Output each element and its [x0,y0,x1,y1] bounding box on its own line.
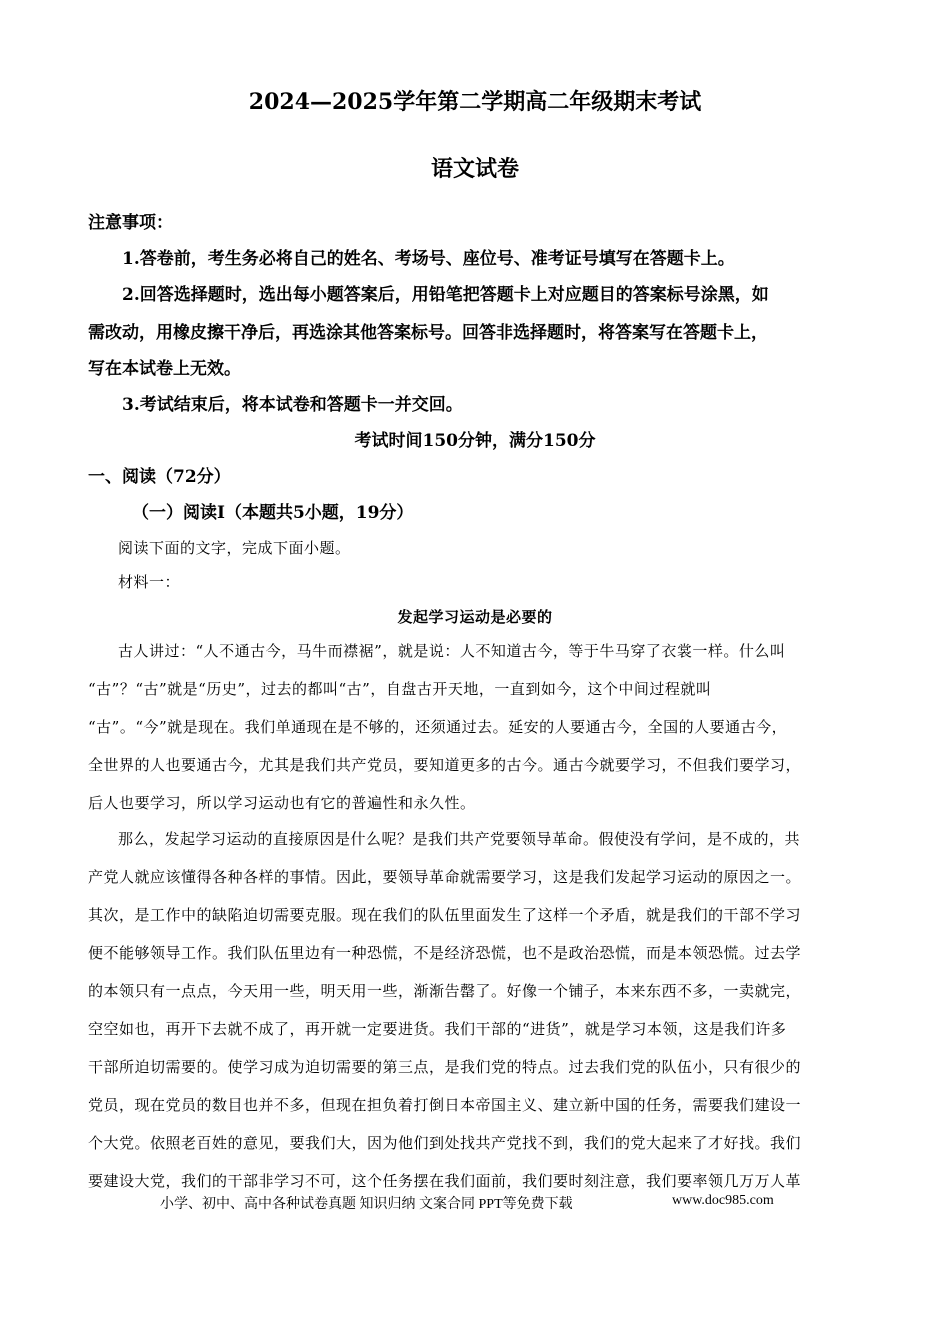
article-line: 要建设大党，我们的干部非学习不可，这个任务摆在我们面前，我们要时刻注意，我们要率领几万万人革 [88,1172,802,1190]
footer-text: 小学、初中、高中各种试卷真题 知识归纳 文案合同 PPT等免费下载 [160,1197,573,1212]
notice-item: 2.回答选择题时，选出每小题答案后，用铅笔把答题卡上对应题目的答案标号涂黑，如 [122,285,769,305]
exam-time: 考试时间150分钟，满分150分 [354,431,596,451]
section-heading: 一、阅读（72分） [88,467,231,487]
article-line: 的本领只有一点点，今天用一些，明天用一些，渐渐告罄了。好像一个铺子，本来东西不多，一卖就完， [88,982,802,1000]
article-line: 后人也要学习，所以学习运动也有它的普遍性和永久性。 [88,794,476,812]
footer-url[interactable]: www.doc985.com [672,1193,774,1208]
article-line: “古”。“今”就是现在。我们单通现在是不够的，还须通过去。延安的人要通古今，全国的人要通古今， [88,718,788,736]
article-line: 空空如也，再开下去就不成了，再开就一定要进货。我们干部的“进货”，就是学习本领，这是我们许多 [88,1020,787,1038]
notice-heading: 注意事项： [88,213,173,233]
article-line: 干部所迫切需要的。使学习成为迫切需要的第三点，是我们党的特点。过去我们党的队伍小，只有很少的 [88,1058,802,1076]
article-line: 党员，现在党员的数目也并不多，但现在担负着打倒日本帝国主义、建立新中国的任务，需要我们建设一 [88,1096,802,1114]
subsection-heading: （一）阅读Ⅰ（本题共5小题，19分） [132,503,414,523]
notice-item: 写在本试卷上无效。 [88,359,241,379]
article-line: 其次，是工作中的缺陷迫切需要克服。现在我们的队伍里面发生了这样一个矛盾，就是我们的干部不学习 [88,906,802,924]
article-line: “古”？“古”就是“历史”，过去的都叫“古”，自盘古开天地，一直到如今，这个中间过程就叫 [88,680,712,698]
article-line: 那么，发起学习运动的直接原因是什么呢？是我们共产党要领导革命。假使没有学问，是不成的，共 [118,830,801,848]
exam-title: 2024—2025学年第二学期高二年级期末考试 [248,89,702,115]
exam-subtitle: 语文试卷 [430,156,519,182]
notice-item: 1.答卷前，考生务必将自己的姓名、考场号、座位号、准考证号填写在答题卡上。 [122,249,735,269]
article-line: 古人讲过：“人不通古今，马牛而襟裾”，就是说：人不知道古今，等于牛马穿了衣裳一样。什么叫 [118,642,786,660]
material-label: 材料一： [118,573,181,591]
article-line: 个大党。依照老百姓的意见，要我们大，因为他们到处找共产党找不到，我们的党大起来了才好找。我们 [88,1134,802,1152]
notice-item: 3.考试结束后，将本试卷和答题卡一并交回。 [122,395,463,415]
article-line: 产党人就应该懂得各种各样的事情。因此，要领导革命就需要学习，这是我们发起学习运动的原因之一。 [88,868,802,886]
notice-item: 需改动，用橡皮擦干净后，再选涂其他答案标号。回答非选择题时，将答案写在答题卡上， [88,323,768,343]
article-line: 便不能够领导工作。我们队伍里边有一种恐慌，不是经济恐慌，也不是政治恐慌，而是本领恐慌。过去学 [88,944,802,962]
article-title: 发起学习运动是必要的 [397,608,553,626]
article-line: 全世界的人也要通古今，尤其是我们共产党员，要知道更多的古今。通古今就要学习，不但我们要学习， [88,756,802,774]
reading-instruction: 阅读下面的文字，完成下面小题。 [118,539,351,557]
